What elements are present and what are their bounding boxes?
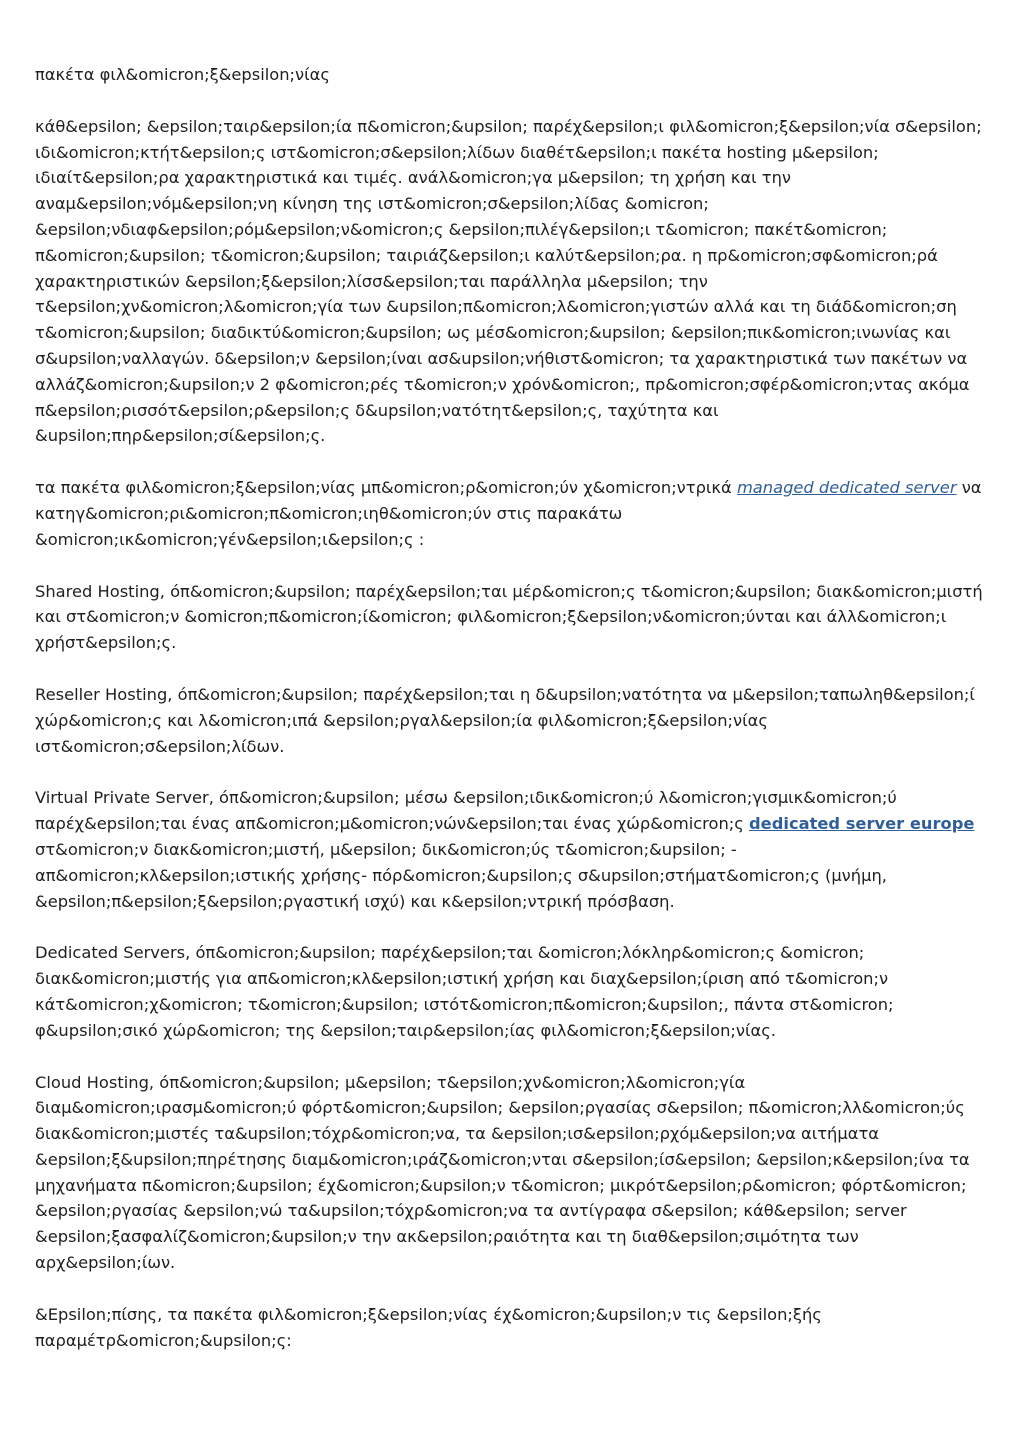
cloud-hosting-paragraph: Cloud Hosting, όπ&omicron;&upsilon; μ&epsilon; τ&epsilon;χν&omicron;λ&omicron;γία διαμ&omicron;ιρασμ&omicron;ύ φόρτ&omicron;&upsilon; &epsilon;ργασίας σ&epsilon; π&omicron;λλ&omicron;ύς διακ&omicron;μιστές τα&upsilon;τόχρ&omicron;να, τα &epsilon;ισ&epsilon;ρχόμ&epsilon;να αιτήματα &epsilon;ξ&upsilon;πηρέτησης διαμ&omicron;ιράζ&omicron;νται σ&epsilon;ίσ&epsilon; &epsilon;κ&epsilon;ίνα τα μηχανήματα π&omicron;&upsilon; έχ&omicron;&upsilon;ν τ&omicron; μικρότ&epsilon;ρ&omicron; φόρτ&omicron; &epsilon;ργασίας &epsilon;νώ τα&upsilon;τόχρ&omicron;να τα αντίγραφα σ&epsilon; κάθ&epsilon; server &epsilon;ξασφαλίζ&omicron;&upsilon;ν την ακ&epsilon;ραιότητα και τη διαθ&epsilon;σιμότητα των αρχ&epsilon;ίων. — [35, 1072, 970, 1273]
categories-intro-text: τα πακέτα φιλ&omicron;ξ&epsilon;νίας μπ&omicron;ρ&omicron;ύν χ&omicron;ντρικά — [35, 478, 737, 498]
categories-intro-paragraph — [35, 475, 988, 552]
managed-dedicated-server-link[interactable]: managed dedicated server — [736, 478, 957, 498]
dedicated-servers-paragraph: Dedicated Servers, όπ&omicron;&upsilon; παρέχ&epsilon;ται &omicron;λόκληρ&omicron;ς &omicron; διακ&omicron;μιστής για απ&omicron;κλ&epsilon;ιστική χρήση και διαχ&epsilon;ίριση από τ&omicron;ν κάτ&omicron;χ&omicron; τ&omicron;&upsilon; ιστότ&omicron;π&omicron;&upsilon;, πάντα στ&omicron; φ&upsilon;σικό χώρ&omicron; της &epsilon;ταιρ&epsilon;ίας φιλ&omicron;ξ&epsilon;νίας. — [35, 943, 894, 1040]
intro-paragraph: κάθ&epsilon; &epsilon;ταιρ&epsilon;ία π&omicron;&upsilon; παρέχ&epsilon;ι φιλ&omicron;ξ&epsilon;νία σ&epsilon; ιδι&omicron;κτήτ&epsilon;ς ιστ&omicron;σ&epsilon;λίδων διαθέτ&epsilon;ι πακέτα hosting μ&epsilon; ιδιαίτ&epsilon;ρα χαρακτηριστικά και τιμές. ανάλ&omicron;γα μ&epsilon; τη χρήση και την αναμ&epsilon;νόμ&epsilon;νη κίνηση της ιστ&omicron;σ&epsilon;λίδας &omicron; &epsilon;νδιαφ&epsilon;ρόμ&epsilon;ν&omicron;ς &epsilon;πιλέγ&epsilon;ι τ&omicron; πακέτ&omicron; π&omicron;&upsilon; τ&omicron;&upsilon; ταιριάζ&epsilon;ι καλύτ&epsilon;ρα. η πρ&omicron;σφ&omicron;ρά χαρακτηριστικών &epsilon;ξ&epsilon;λίσσ&epsilon;ται παράλληλα μ&epsilon; την τ&epsilon;χν&omicron;λ&omicron;γία των &upsilon;π&omicron;λ&omicron;γιστών αλλά και τη διάδ&omicron;ση τ&omicron;&upsilon; διαδικτύ&omicron;&upsilon; ως μέσ&omicron;&upsilon; &epsilon;πικ&omicron;ινωνίας και σ&upsilon;ναλλαγών. δ&epsilon;ν &epsilon;ίναι ασ&upsilon;νήθιστ&omicron; τα χαρακτηριστικά των πακέτων να αλλάζ&omicron;&upsilon;ν 2 φ&omicron;ρές τ&omicron;ν χρόν&omicron;, πρ&omicron;σφέρ&omicron;ντας ακόμα π&epsilon;ρισσότ&epsilon;ρ&epsilon;ς δ&upsilon;νατότητ&epsilon;ς, ταχύτητα και &upsilon;πηρ&epsilon;σί&epsilon;ς. — [35, 116, 982, 446]
categories-intro-text-end: να κατηγ&omicron;ρι&omicron;π&omicron;ιηθ&omicron;ύν στις παρακάτω &omicron;ικ&omicron;γέν&epsilon;ι&epsilon;ς : — [35, 478, 982, 549]
shared-hosting-paragraph: Shared Hosting, όπ&omicron;&upsilon; παρέχ&epsilon;ται μέρ&omicron;ς τ&omicron;&upsilon; διακ&omicron;μιστή και στ&omicron;ν &omicron;π&omicron;ί&omicron; φιλ&omicron;ξ&epsilon;ν&omicron;ύνται και άλλ&omicron;ι χρήστ&epsilon;ς. — [35, 581, 983, 653]
dedicated-server-europe-link[interactable]: dedicated server europe — [749, 814, 975, 834]
vps-text-end: στ&omicron;ν διακ&omicron;μιστή, μ&epsilon; δικ&omicron;ύς τ&omicron;&upsilon; - απ&omicron;κλ&epsilon;ιστικής χρήσης- πόρ&omicron;&upsilon;ς σ&upsilon;στήματ&omicron;ς (μνήμη, &epsilon;π&epsilon;ξ&epsilon;ργαστική ισχύ) και κ&epsilon;ντρική πρόσβαση. — [35, 839, 887, 911]
parameters-intro-paragraph: &Epsilon;πίσης, τα πακέτα φιλ&omicron;ξ&epsilon;νίας έχ&omicron;&upsilon;ν τις &epsilon;ξής παραμέτρ&omicron;&upsilon;ς: — [35, 1304, 822, 1350]
vps-text: Virtual Private Server, όπ&omicron;&upsilon; μέσω &epsilon;ιδικ&omicron;ύ λ&omicron;γισμικ&omicron;ύ παρέχ&epsilon;ται ένας απ&omicron;μ&omicron;νών&epsilon;ται ένας χώρ&omicron;ς — [35, 788, 897, 834]
document-title: πακέτα φιλ&omicron;ξ&epsilon;νίας — [35, 65, 330, 84]
reseller-hosting-paragraph: Reseller Hosting, όπ&omicron;&upsilon; παρέχ&epsilon;ται η δ&upsilon;νατότητα να μ&epsilon;ταπωληθ&epsilon;ί χώρ&omicron;ς και λ&omicron;ιπά &epsilon;ργαλ&epsilon;ία φιλ&omicron;ξ&epsilon;νίας ιστ&omicron;σ&epsilon;λίδων. — [35, 684, 975, 756]
vps-paragraph — [35, 785, 988, 914]
